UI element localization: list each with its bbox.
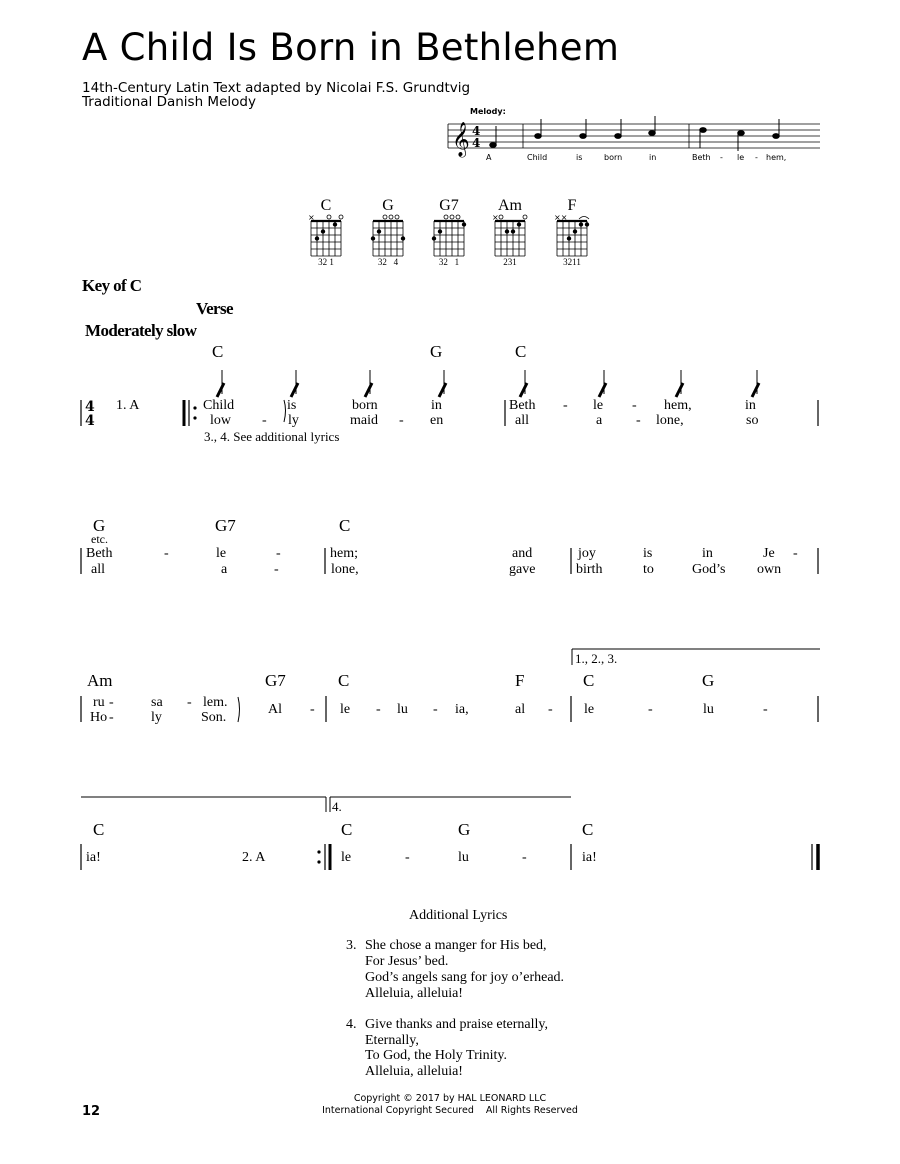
lyric: is [643,546,653,561]
lyric: - [310,702,315,717]
lyric: - [563,398,568,413]
pickup-lyric: 1. A [116,398,140,413]
lyric: lu [397,702,408,717]
lyric: Ho [90,710,108,725]
lyric: ru [93,695,105,710]
lyric: le [584,702,595,717]
lyric: - [274,562,279,577]
chord-symbol: F [515,671,525,690]
lyric: - [109,710,114,725]
verse-number: 3. [346,938,357,953]
melody-lyric: hem, [766,153,787,162]
lyric: - [433,702,438,717]
chord-diagram-name: C [320,197,332,214]
lyric: lone, [331,562,359,577]
chord-symbol: C [212,342,224,361]
lyric: maid [350,413,378,428]
lyric: - [648,702,653,717]
melody-lyric: A [486,153,492,162]
lyric: - [187,695,192,710]
chord-fingering: 32 1 [318,257,334,267]
chord-grid-f [552,212,592,258]
lyric: a [596,413,603,428]
lyric: to [643,562,654,577]
lyric: le [340,702,351,717]
verse-number: 4. [346,1017,357,1032]
lyric: Al [268,702,282,717]
lyric: low [210,413,231,428]
svg-text:4: 4 [85,413,95,429]
lyric: - [632,398,637,413]
page-title: A Child Is Born in Bethlehem [82,26,620,69]
lyric: birth [576,562,603,577]
lyric: ia, [455,702,469,717]
lyric: in [702,546,713,561]
lyric: joy [578,546,596,561]
lyric: Beth [509,398,536,413]
chord-symbol: C [515,342,527,361]
chord-grid-c [306,212,346,258]
verse-line: Eternally, [365,1033,419,1048]
etc-label: etc. [91,532,108,546]
lyric: gave [509,562,536,577]
lyric: le [216,546,227,561]
melody-lyric: is [576,153,583,162]
lyric: lu [703,702,714,717]
lyric: - [376,702,381,717]
lyric: - [522,850,527,865]
chord-fingering: 32 1 [438,257,460,267]
section-label: Verse [196,299,233,318]
copyright-line: Copyright © 2017 by HAL LEONARD LLC [353,1093,547,1104]
chord-symbol: G [458,820,471,839]
svg-text:×: × [492,213,499,222]
chord-symbol: C [582,820,594,839]
lyric: - [262,413,267,428]
chord-symbol: Am [87,671,113,690]
lyric: own [757,562,782,577]
lyric: - [399,413,404,428]
lyric: lem. [203,695,228,710]
page-number: 12 [82,1104,101,1119]
melody-lyric: le [737,153,745,162]
rhythm-staff-4 [78,840,823,874]
lyric: ia! [86,850,101,865]
svg-text:4: 4 [85,399,95,415]
lyric: al [515,702,526,717]
chord-diagram-name: F [567,197,577,214]
lyric: God’s [692,562,726,577]
chord-grid-am [490,212,530,258]
lyric: - [763,702,768,717]
chord-symbol: C [339,516,351,535]
lyric: 2. A [242,850,266,865]
rhythm-staff-1 [78,364,823,434]
lyric: all [91,562,105,577]
verse-line: Alleluia, alleluia! [365,986,463,1001]
melody-lyric: - [720,153,723,162]
chord-symbol: G7 [215,516,236,535]
chord-symbol: G [93,516,106,535]
lyric: Child [203,398,235,413]
svg-text:𝄞: 𝄞 [452,122,470,157]
lyric: en [430,413,444,428]
melody-lyric: - [755,153,758,162]
melody-lyric: in [649,153,657,162]
svg-text:4: 4 [472,124,481,138]
lyric: sa [151,695,163,710]
chord-symbol: C [338,671,350,690]
melody-label: Melody: [470,107,506,116]
verse-line: To God, the Holy Trinity. [365,1048,508,1063]
lyric: Son. [201,710,227,725]
second-ending-bracket [78,792,578,814]
verse-line: Alleluia, alleluia! [365,1064,463,1079]
verse-line: For Jesus’ bed. [365,954,449,969]
svg-text:××: ×× [554,213,568,222]
lyric: - [276,546,281,561]
verse-line: She chose a manger for His bed, [365,938,547,953]
lyric: - [109,695,114,710]
svg-text:×: × [308,213,315,222]
lyric: hem; [330,546,358,561]
lyric: hem, [664,398,692,413]
lyric: in [431,398,442,413]
chord-diagram-name: G7 [439,197,459,214]
lyric: in [745,398,756,413]
lyric: all [515,413,529,428]
lyric: born [352,398,378,413]
chord-grid-g7 [429,212,469,258]
additional-lyrics-heading: Additional Lyrics [409,908,508,923]
ending-label: 4. [332,799,342,814]
lyric: ly [288,413,299,428]
melody-lyric: Beth [692,153,711,162]
composer-credit: Traditional Danish Melody [82,94,256,110]
chord-fingering: 32 4 [377,257,399,267]
chord-fingering: 231 [503,257,517,267]
chord-symbol: C [93,820,105,839]
melody-lyric: born [604,153,623,162]
melody-lyric: Child [527,153,548,162]
chord-diagram-name: G [382,197,394,214]
lyric: lu [458,850,469,865]
lyric: is [287,398,297,413]
lyric: ly [151,710,162,725]
lyric: - [636,413,641,428]
lyric: - [405,850,410,865]
key-label: Key of C [82,276,142,295]
chord-symbol: C [341,820,353,839]
tempo-label: Moderately slow [85,321,197,340]
chord-symbol: G [702,671,715,690]
chord-grid-g [368,212,408,258]
lyric: - [164,546,169,561]
chord-symbol: G7 [265,671,286,690]
lyricist-credit: 14th-Century Latin Text adapted by Nicolai F.S. Grundtvig [82,80,471,96]
lyric: Beth [86,546,113,561]
lyric: lone, [656,413,684,428]
lyric: le [593,398,604,413]
chord-fingering: 3211 [563,257,581,267]
chord-symbol: G [430,342,443,361]
lyric: le [341,850,352,865]
svg-text:4: 4 [472,136,481,150]
lyric: Je [763,546,775,561]
additional-lyrics-note: 3., 4. See additional lyrics [204,429,340,444]
lyric: and [512,546,533,561]
lyric: so [746,413,759,428]
lyric: - [793,546,798,561]
verse-line: Give thanks and praise eternally, [365,1017,548,1032]
chord-diagram-name: Am [498,197,522,214]
lyric: - [548,702,553,717]
verse-line: God’s angels sang for joy o’erhead. [365,970,565,985]
lyric: ia! [582,850,597,865]
chord-symbol: C [583,671,595,690]
lyric: a [221,562,228,577]
copyright-line: International Copyright Secured All Rights Reserved [322,1105,578,1116]
ending-label: 1., 2., 3. [575,651,618,666]
